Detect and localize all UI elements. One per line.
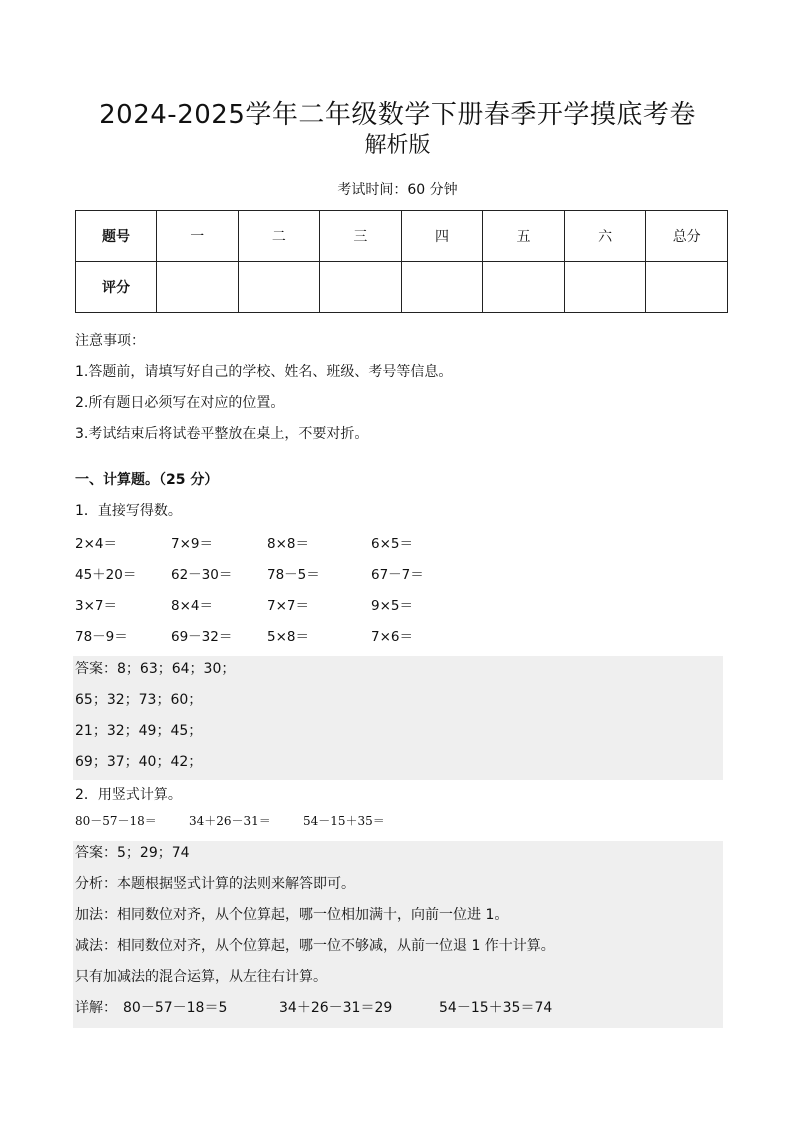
score-table — [75, 210, 728, 313]
score-table-score-row — [76, 262, 728, 313]
calc-item: 78－9＝ — [75, 629, 128, 645]
answer-line: 答案：5；29；74 — [75, 845, 190, 861]
calc-item: 9×5＝ — [371, 598, 413, 614]
score-cell[interactable] — [320, 262, 402, 313]
score-table-col-6: 六 — [564, 211, 646, 262]
analysis-line: 只有加减法的混合运算，从左往右计算。 — [75, 969, 327, 985]
score-table-col-total: 总分 — [646, 211, 728, 262]
score-table-row2-label: 评分 — [76, 262, 157, 313]
analysis-line: 加法：相同数位对齐，从个位算起，哪一位相加满十，向前一位进 1。 — [75, 907, 509, 923]
score-cell[interactable] — [238, 262, 320, 313]
answer-line: 69；37；40；42； — [75, 754, 203, 770]
analysis-line: 分析：本题根据竖式计算的法则来解答即可。 — [75, 876, 355, 892]
calc-item: 62－30＝ — [171, 567, 233, 583]
page-title: 2024-2025学年二年级数学下册春季开学摸底考卷 — [99, 100, 696, 130]
notice-item: 3.考试结束后将试卷平整放在桌上，不要对折。 — [75, 426, 369, 442]
notice-item: 1.答题前，请填写好自己的学校、姓名、班级、考号等信息。 — [75, 364, 453, 380]
detail-item: 80－57－18＝5 — [123, 1000, 228, 1016]
question-1-title: 1．直接写得数。 — [75, 503, 182, 519]
calc-item: 78－5＝ — [267, 567, 320, 583]
calc-item: 67－7＝ — [371, 567, 424, 583]
answer-line: 答案：8；63；64；30； — [75, 661, 236, 677]
score-cell[interactable] — [483, 262, 565, 313]
calc-item: 45＋20＝ — [75, 567, 137, 583]
score-table-col-5: 五 — [483, 211, 565, 262]
answer-line: 21；32；49；45； — [75, 723, 203, 739]
score-table-header-row — [76, 211, 728, 262]
detail-label: 详解： — [75, 1000, 117, 1016]
question-2-title: 2．用竖式计算。 — [75, 787, 182, 803]
exam-time: 考试时间：60 分钟 — [337, 182, 458, 198]
detail-item: 34＋26－31＝29 — [279, 1000, 393, 1016]
calc-item: 6×5＝ — [371, 536, 413, 552]
detail-item: 54－15＋35＝74 — [439, 1000, 553, 1016]
score-table-col-2: 二 — [238, 211, 320, 262]
score-table-col-4: 四 — [401, 211, 483, 262]
calc-item: 69－32＝ — [171, 629, 233, 645]
analysis-line: 减法：相同数位对齐，从个位算起，哪一位不够减，从前一位退 1 作十计算。 — [75, 938, 555, 954]
vertical-calc-item: 34＋26－31＝ — [189, 814, 271, 828]
calc-item: 8×4＝ — [171, 598, 213, 614]
score-table-col-1: 一 — [157, 211, 239, 262]
score-cell[interactable] — [564, 262, 646, 313]
calc-item: 7×7＝ — [267, 598, 309, 614]
vertical-calc-item: 54－15＋35＝ — [303, 814, 385, 828]
calc-item: 3×7＝ — [75, 598, 117, 614]
score-cell[interactable] — [401, 262, 483, 313]
score-table-row1-label: 题号 — [76, 211, 157, 262]
score-cell[interactable] — [646, 262, 728, 313]
score-table-col-3: 三 — [320, 211, 402, 262]
notice-heading: 注意事项： — [75, 333, 145, 349]
calc-item: 2×4＝ — [75, 536, 117, 552]
score-cell[interactable] — [157, 262, 239, 313]
page-subtitle: 解析版 — [364, 133, 431, 158]
vertical-calc-item: 80－57－18＝ — [75, 814, 157, 828]
answer-line: 65；32；73；60； — [75, 692, 203, 708]
calc-item: 7×6＝ — [371, 629, 413, 645]
calc-item: 8×8＝ — [267, 536, 309, 552]
calc-item: 5×8＝ — [267, 629, 309, 645]
notice-item: 2.所有题日必须写在对应的位置。 — [75, 395, 285, 411]
section-heading: 一、计算题。（25 分） — [75, 472, 219, 488]
calc-item: 7×9＝ — [171, 536, 213, 552]
